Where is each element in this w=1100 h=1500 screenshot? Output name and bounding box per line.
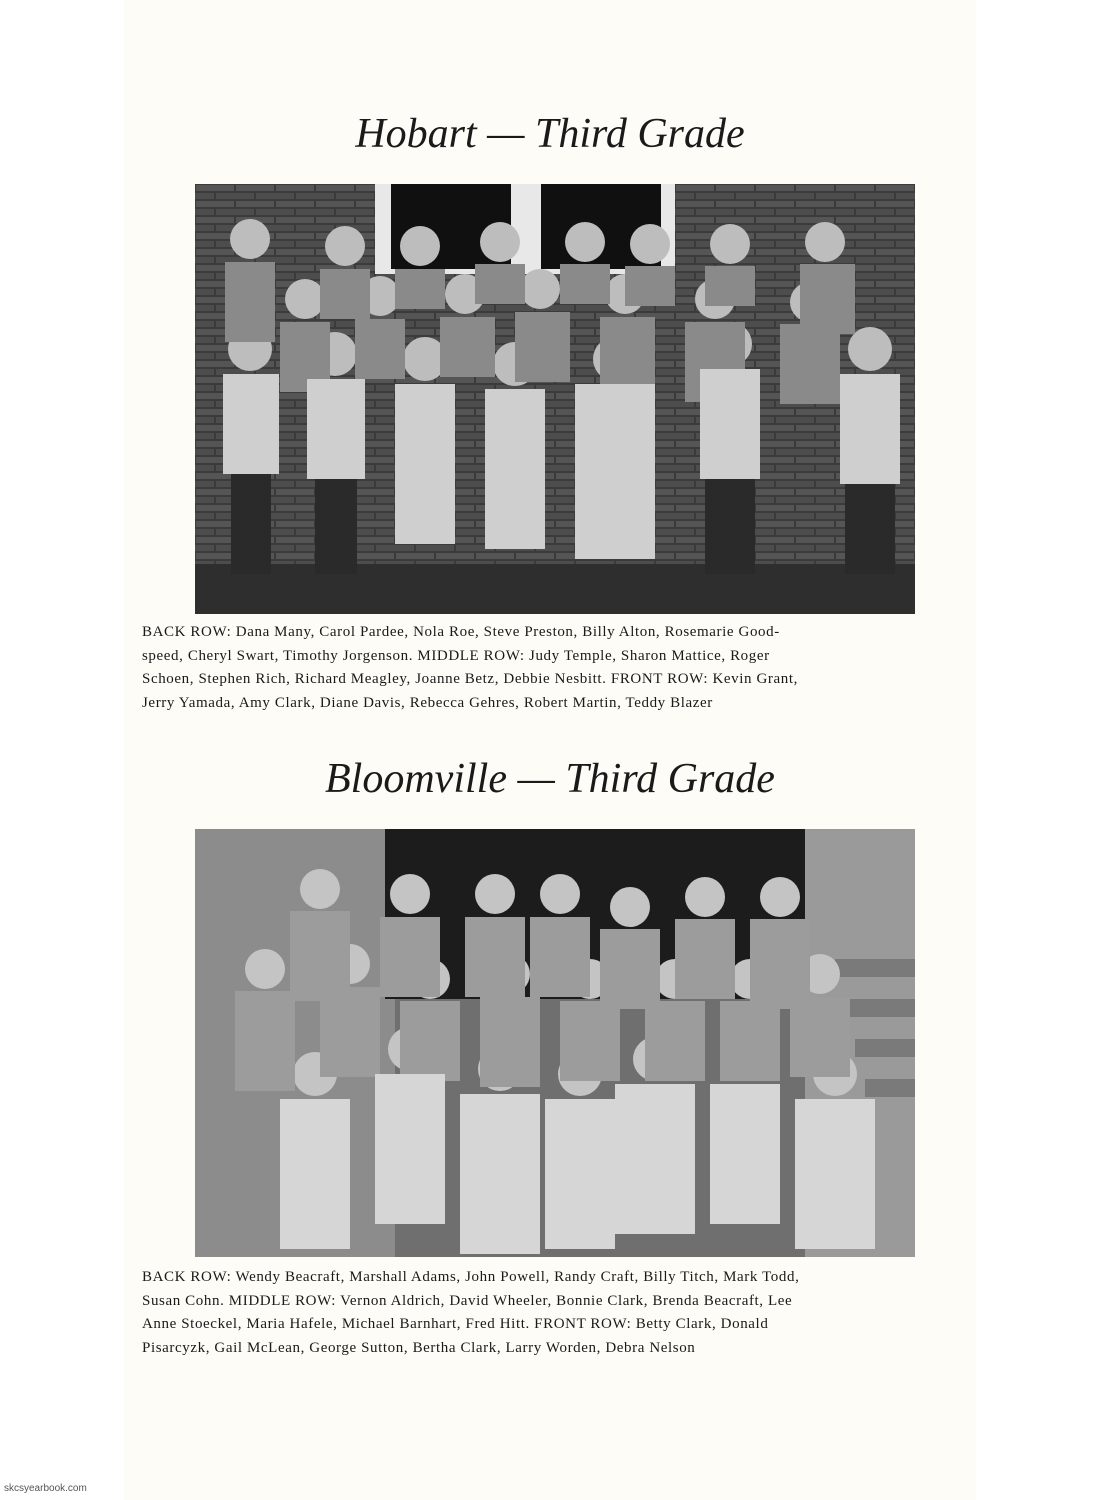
caption-line: Jerry Yamada, Amy Clark, Diane Davis, Rebecca Gehres, Robert Martin, Teddy Blazer — [142, 694, 713, 711]
caption-line: Pisarcyzk, Gail McLean, George Sutton, Bertha Clark, Larry Worden, Debra Nelson — [142, 1339, 696, 1356]
bloomville-title: Bloomville — Third Grade — [325, 756, 775, 802]
caption-line: speed, Cheryl Swart, Timothy Jorgenson. MIDDLE ROW: Judy Temple, Sharon Mattice, Roger — [142, 647, 770, 664]
bloomville-photo-illustration — [195, 829, 915, 1257]
hobart-caption — [142, 621, 977, 715]
hobart-class-photo — [195, 184, 915, 614]
caption-line: Susan Cohn. MIDDLE ROW: Vernon Aldrich, David Wheeler, Bonnie Clark, Brenda Beacraft, Lee — [142, 1292, 793, 1309]
caption-line: BACK ROW: Wendy Beacraft, Marshall Adams, John Powell, Randy Craft, Billy Titch, Mark Todd, — [142, 1269, 800, 1285]
bloomville-class-photo — [195, 829, 915, 1257]
bloomville-caption — [142, 1266, 977, 1360]
site-watermark: skcsyearbook.com — [4, 1483, 87, 1494]
caption-line: Anne Stoeckel, Maria Hafele, Michael Barnhart, Fred Hitt. FRONT ROW: Betty Clark, Donald — [142, 1316, 769, 1332]
hobart-title: Hobart — Third Grade — [355, 111, 745, 157]
hobart-photo-illustration — [195, 184, 915, 614]
caption-line: Schoen, Stephen Rich, Richard Meagley, Joanne Betz, Debbie Nesbitt. FRONT ROW: Kevin Grant, — [142, 671, 799, 687]
caption-line: BACK ROW: Dana Many, Carol Pardee, Nola Roe, Steve Preston, Billy Alton, Rosemarie Good- — [142, 624, 780, 640]
